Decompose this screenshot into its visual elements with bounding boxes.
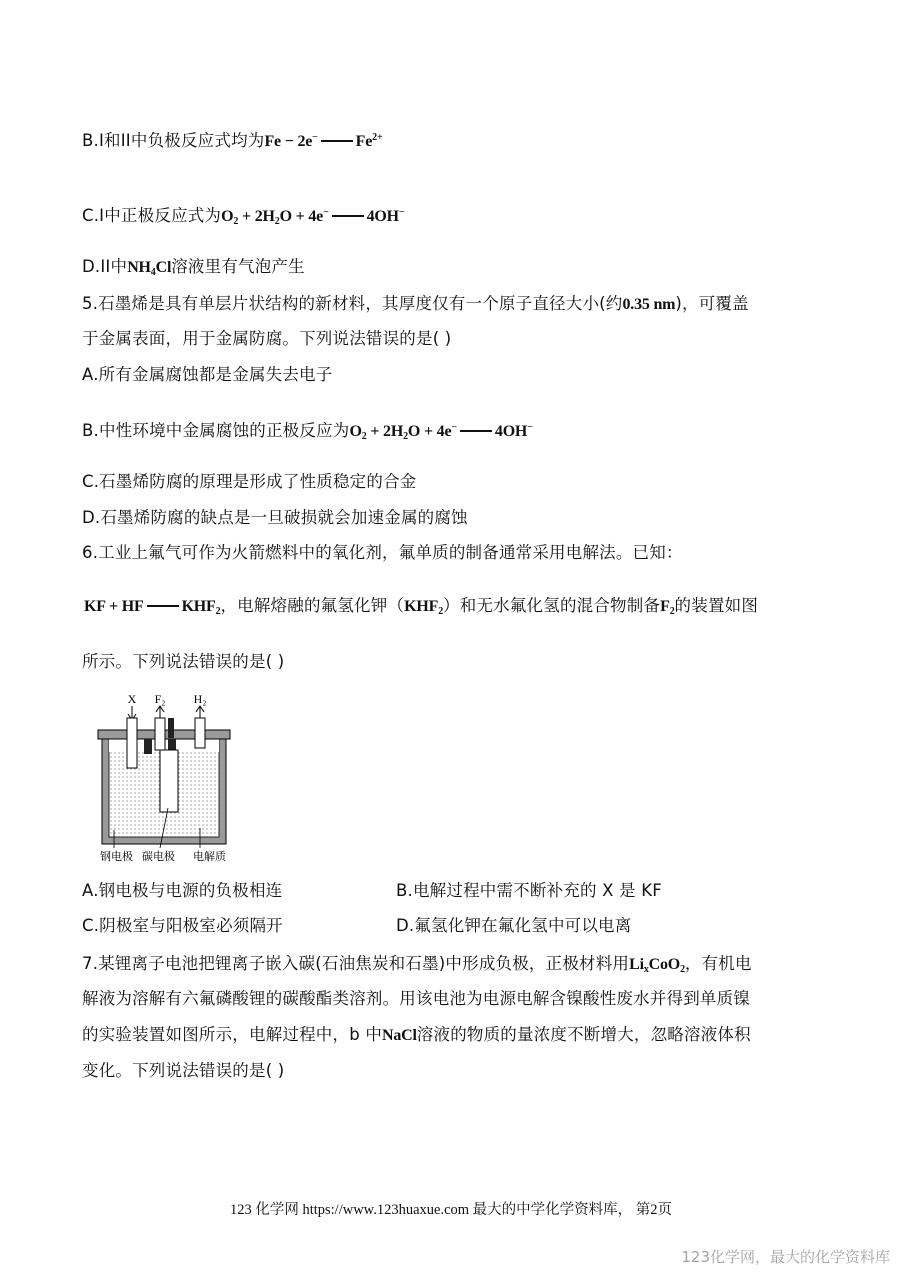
stem-mid2: ）和无水氟化氢的混合物制备	[443, 596, 661, 615]
question-7-stem-line2: 解液为溶解有六氟磷酸锂的碳酸酯类溶剂。用该电池为电源电解含镍酸性废水并得到单质镍	[82, 989, 750, 1008]
option-text: B.I和II中负极反应式均为	[82, 131, 265, 150]
formula: 0.35 nm	[622, 296, 676, 313]
option-c-q5: C.石墨烯防腐的原理是形成了性质稳定的合金	[82, 472, 417, 491]
question-7-stem-line3	[82, 1023, 751, 1048]
formula: Fe − 2e− $Fe^{2+}$	[264, 132, 383, 150]
option-d-q4	[82, 255, 305, 285]
formula: $F_2$	[660, 598, 675, 617]
stem-mid1: ，电解熔融的氟氢化钾（	[220, 596, 405, 615]
option-text: C.I中正极反应式为	[82, 206, 222, 225]
formula: $O_2 + 2H_2O + 4e^-$ 4OH−	[221, 207, 405, 227]
formula: $Li_xCoO_2$	[629, 956, 685, 975]
option-b-q5	[82, 416, 533, 449]
label-steel-electrode: 钢电极	[100, 850, 133, 863]
option-b-q6: B.电解过程中需不断补充的 X 是 KF	[396, 881, 662, 900]
question-5-stem-line2: 于金属表面，用于金属防腐。下列说法错误的是( )	[82, 329, 452, 348]
option-text: B.中性环境中金属腐蚀的正极反应为	[82, 421, 350, 440]
option-suffix: 溶液里有气泡产生	[171, 257, 305, 276]
page-footer: 123 化学网 https://www.123huaxue.com 最大的中学化学资料库， 第2页	[229, 1202, 673, 1218]
stem-prefix: 5.石墨烯是具有单层片状结构的新材料，其厚度仅有一个原子直径大小(约	[82, 294, 623, 313]
label-electrolyte: 电解质	[193, 850, 226, 863]
option-prefix: D.II中	[82, 257, 128, 276]
option-d-q5: D.石墨烯防腐的缺点是一旦破损就会加速金属的腐蚀	[82, 508, 468, 527]
formula: NaCl	[382, 1027, 417, 1044]
carbon-rod-top	[168, 718, 174, 738]
carbon-electrode	[160, 750, 178, 812]
stem-suffix: 溶液的物质的量浓度不断增大，忽略溶液体积	[416, 1025, 751, 1044]
seal-left	[144, 739, 152, 754]
label-carbon-electrode: 碳电极	[142, 850, 175, 863]
question-6-stem-line2	[84, 594, 758, 624]
stem-suffix: ，有机电	[684, 954, 752, 973]
option-a-q5: A.所有金属腐蚀都是金属失去电子	[82, 365, 333, 384]
option-b-q4	[82, 126, 382, 154]
question-7-stem-line4: 变化。下列说法错误的是( )	[82, 1061, 285, 1080]
stem-prefix: 的实验装置如图所示，电解过程中，b 中	[82, 1025, 383, 1044]
label-h2: H₂	[193, 692, 207, 706]
x-inlet-tube	[127, 718, 137, 768]
f2-outlet-tube	[155, 718, 165, 750]
label-x: X	[127, 692, 137, 706]
option-d-q6: D.氟氢化钾在氟化氢中可以电离	[396, 916, 632, 935]
stem-prefix: 7.某锂离子电池把锂离子嵌入碳(石油焦炭和石墨)中形成负极，正极材料用	[82, 954, 630, 973]
option-a-q6: A.钢电极与电源的负极相连	[82, 881, 283, 900]
formula: $KHF_2$	[404, 598, 444, 617]
option-c-q4	[82, 201, 404, 234]
question-6-stem-line3: 所示。下列说法错误的是( )	[82, 652, 285, 671]
h2-outlet-tube	[195, 718, 205, 748]
formula: $NH_4Cl$	[127, 259, 172, 278]
electrolysis-cell-diagram	[82, 688, 242, 868]
stem-suffix: 的装置如图	[674, 596, 759, 615]
question-5-stem-line1	[82, 292, 749, 317]
question-7-stem-line1	[82, 952, 752, 982]
watermark: 123化学网，最大的化学资料库	[681, 1248, 890, 1266]
option-c-q6: C.阴极室与阳极室必须隔开	[82, 916, 283, 935]
stem-suffix: )，可覆盖	[675, 294, 749, 313]
question-6-stem-line1: 6.工业上氟气可作为火箭燃料中的氧化剂，氟单质的制备通常采用电解法。已知：	[82, 543, 683, 562]
formula: KF + HF $KHF_2$	[84, 598, 221, 617]
label-f2: F₂	[154, 692, 166, 706]
formula: $O_2 + 2H_2O + 4e^-$ 4OH−	[349, 422, 533, 442]
